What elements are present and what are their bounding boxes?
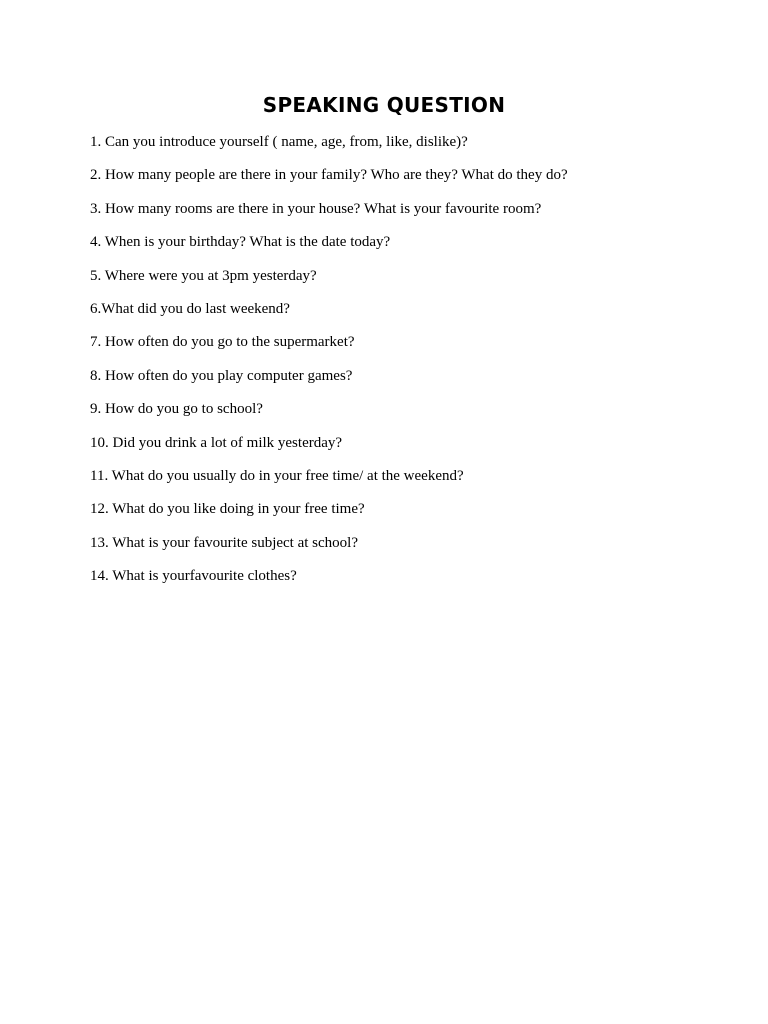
question-item: 5. Where were you at 3pm yesterday? (90, 267, 317, 284)
question-list (90, 130, 710, 597)
question-item: 2. How many people are there in your family? Who are they? What do they do? (90, 167, 568, 184)
question-item: 13. What is your favourite subject at school? (90, 534, 358, 551)
question-item: 8. How often do you play computer games? (90, 367, 353, 384)
question-item: 9. How do you go to school? (90, 401, 263, 418)
document-title: SPEAKING QUESTION (262, 93, 506, 117)
question-item: 3. How many rooms are there in your house? What is your favourite room? (90, 200, 542, 217)
question-item: 11. What do you usually do in your free time/ at the weekend? (90, 467, 464, 484)
question-item: 4. When is your birthday? What is the date today? (90, 234, 391, 251)
question-item: 1. Can you introduce yourself ( name, age, from, like, dislike)? (90, 134, 468, 150)
question-item: 6.What did you do last weekend? (90, 300, 290, 317)
question-item: 14. What is yourfavourite clothes? (90, 568, 297, 585)
question-item: 10. Did you drink a lot of milk yesterday? (90, 434, 343, 451)
question-item: 7. How often do you go to the supermarket? (90, 334, 355, 351)
question-item: 12. What do you like doing in your free time? (90, 501, 365, 518)
